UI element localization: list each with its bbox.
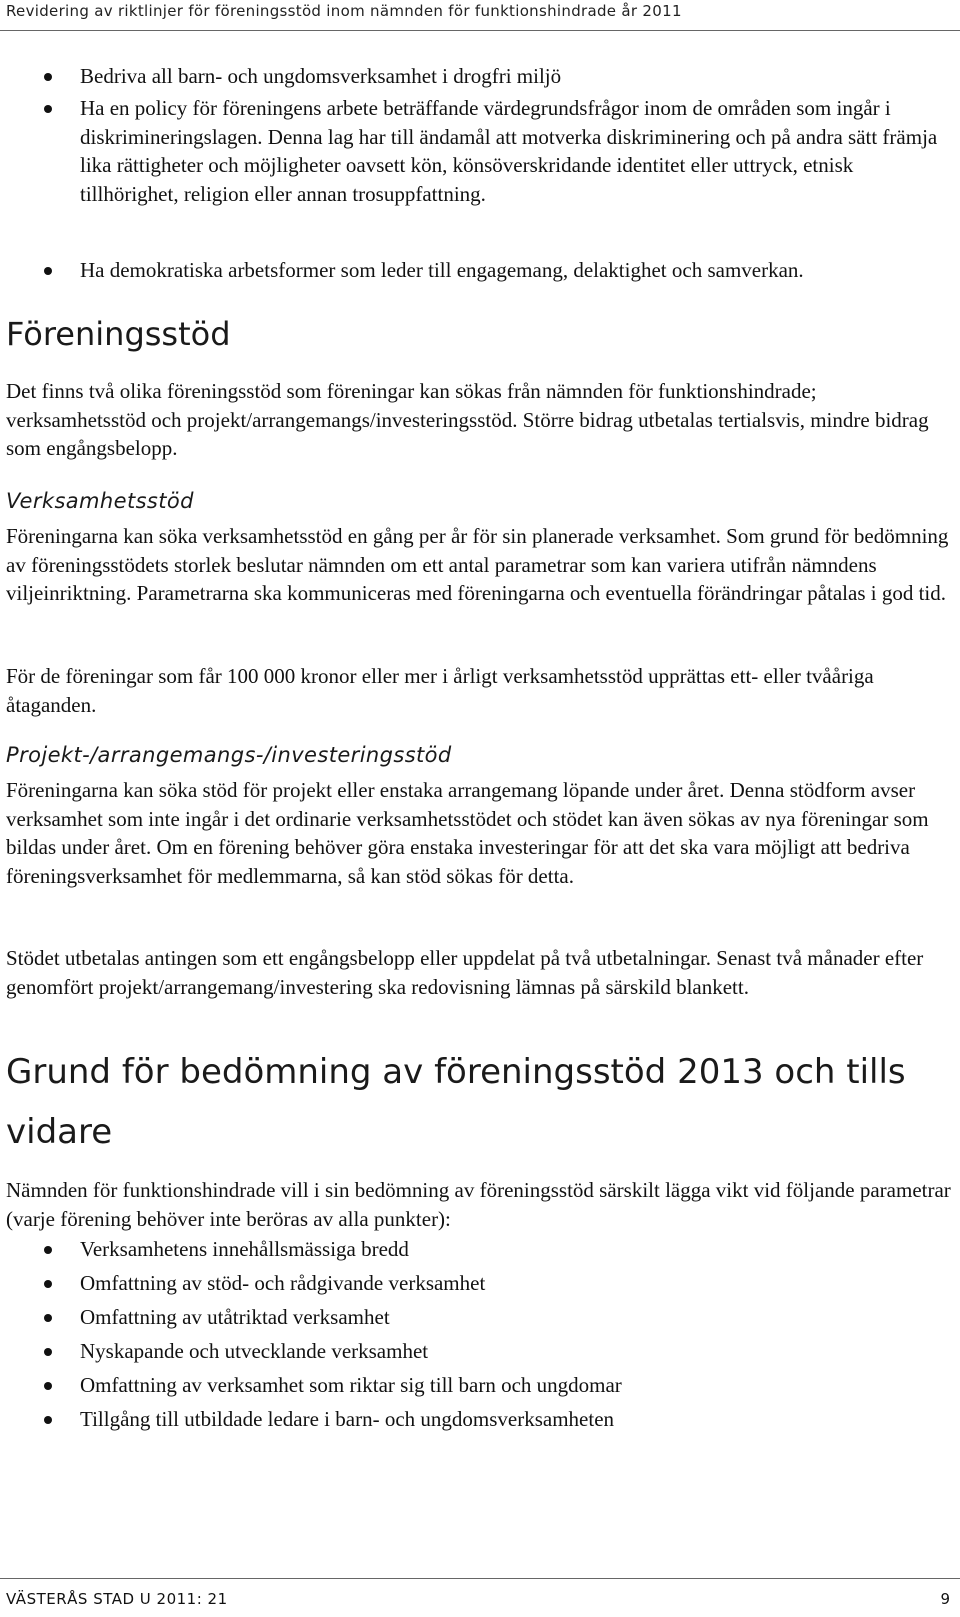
paragraph: Föreningarna kan söka stöd för projekt eller enstaka arrangemang löpande under året. Denna stödform avser verksamhet som inte ingår i det ordinarie verksamhetsstödet och stödet kan även sökas av nya föreningar som bildas under året. Om en förening behöver göra enstaka investeringar för att det ska vara möjligt att bedriva föreningsverksamhet för medlemmarna, så kan stöd sökas för detta. [6, 778, 929, 888]
page-footer [0, 1578, 960, 1617]
list-item-text: Bedriva all barn- och ungdomsverksamhet i drogfri miljö [80, 64, 562, 88]
page-number: 9 [940, 1590, 950, 1608]
list-item-text: Omfattning av stöd- och rådgivande verksamhet [80, 1271, 486, 1295]
paragraph: För de föreningar som får 100 000 kronor eller mer i årligt verksamhetsstöd upprättas ett- eller tvååriga åtaganden. [6, 664, 874, 717]
bullet-icon [44, 1382, 52, 1390]
section-heading: Grund för bedömning av föreningsstöd 2013 och tills vidare [6, 1052, 906, 1152]
subsection-heading: Projekt-/arrangemangs-/investeringsstöd [6, 743, 452, 767]
bullet-icon [44, 1280, 52, 1288]
bullet-icon [44, 1314, 52, 1322]
bullet-icon [44, 1246, 52, 1254]
subsection-heading: Verksamhetsstöd [6, 489, 194, 513]
bullet-icon [44, 1416, 52, 1424]
bullet-icon [44, 1348, 52, 1356]
list-item-text: Ha demokratiska arbetsformer som leder till engagemang, delaktighet och samverkan. [80, 258, 804, 282]
list-item-text: Ha en policy för föreningens arbete beträffande värdegrundsfrågor inom de områden som ingår i diskrimineringslagen. Denna lag har till ändamål att motverka diskriminering och på andra sätt främja lika rättigheter och möjligheter oavsett kön, könsöverskridande identitet eller uttryck, etnisk tillhörighet, religion eller annan trosuppfattning. [80, 96, 938, 206]
paragraph: Föreningarna kan söka verksamhetsstöd en gång per år för sin planerade verksamhet. Som grund för bedömning av föreningsstödets storlek beslutar nämnden om ett antal parametrar som kan variera utifrån nämndens viljeinriktning. Parametrarna ska kommuniceras med föreningarna och eventuella förändringar påtalas i god tid. [6, 524, 949, 605]
paragraph: Nämnden för funktionshindrade vill i sin bedömning av föreningsstöd särskilt lägga vikt vid följande parametrar (varje förening behöver inte beröras av alla punkter): [6, 1178, 951, 1231]
bullet-icon [44, 73, 52, 81]
list-item-text: Nyskapande och utvecklande verksamhet [80, 1339, 429, 1363]
paragraph: Det finns två olika föreningsstöd som föreningar kan sökas från nämnden för funktionshindrade; verksamhetsstöd och projekt/arrangemangs/investeringsstöd. Större bidrag utbetalas tertialsvis, mindre bidrag som engångsbelopp. [6, 379, 929, 460]
bullet-icon [44, 105, 52, 113]
list-item-text: Verksamhetens innehållsmässiga bredd [80, 1237, 409, 1261]
list-item-text: Omfattning av utåtriktad verksamhet [80, 1305, 390, 1329]
running-title: Revidering av riktlinjer för föreningsstöd inom nämnden för funktionshindrade år 2011 [6, 2, 682, 20]
paragraph: Stödet utbetalas antingen som ett engångsbelopp eller uppdelat på två utbetalningar. Senast två månader efter genomfört projekt/arrangemang/investering ska redovisning lämnas på särskild blankett. [6, 946, 924, 999]
list-item-text: Omfattning av verksamhet som riktar sig till barn och ungdomar [80, 1373, 622, 1397]
list-item-text: Tillgång till utbildade ledare i barn- och ungdomsverksamheten [80, 1407, 615, 1431]
section-heading: Föreningsstöd [6, 315, 231, 353]
page-header [0, 0, 960, 31]
footer-publication: VÄSTERÅS STAD U 2011: 21 [6, 1590, 228, 1608]
bullet-icon [44, 267, 52, 275]
